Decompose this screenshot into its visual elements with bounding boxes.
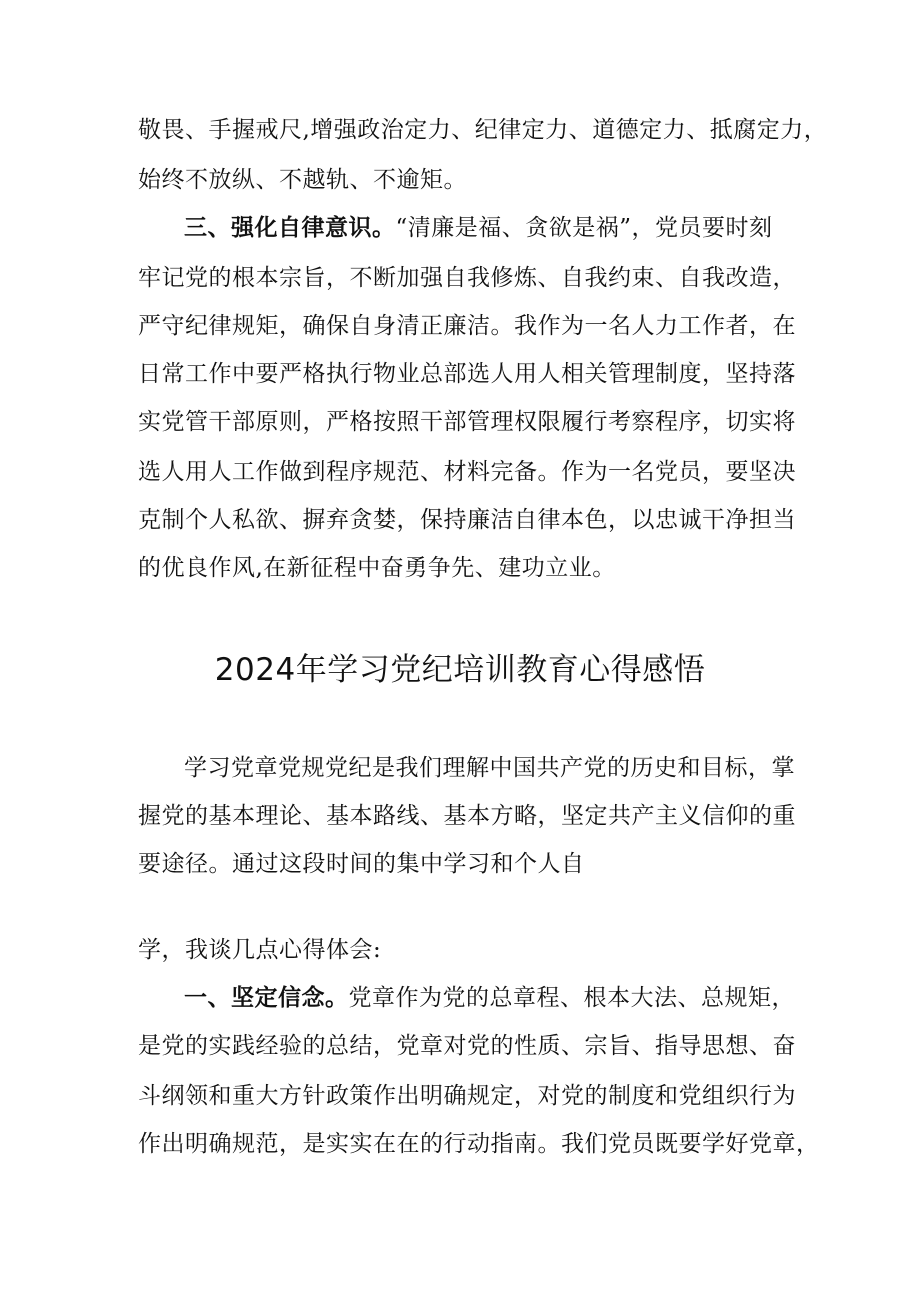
paragraph-line: 始终不放纵、不越轨、不逾矩。 xyxy=(138,167,467,193)
section-three-text: “清廉是福、贪欲是祸”，党员要时刻 xyxy=(395,215,773,241)
paragraph-line: 学习党章党规党纪是我们理解中国共产党的历史和目标，掌 xyxy=(184,755,795,781)
paragraph-line: 日常工作中要严格执行物业总部选人用人相关管理制度，坚持落 xyxy=(138,361,796,387)
section-one-first-line xyxy=(184,982,798,1014)
paragraph-line: 敬畏、手握戒尺,增强政治定力、纪律定力、道德定力、抵腐定力， xyxy=(138,117,828,143)
section-three-heading: 三、强化自律意识。 xyxy=(184,214,396,241)
paragraph-line: 实党管干部原则，严格按照干部管理权限履行考察程序，切实将 xyxy=(138,409,796,435)
paragraph-line: 牢记党的根本宗旨，不断加强自我修炼、自我约束、自我改造， xyxy=(138,265,796,291)
paragraph-line: 的优良作风,在新征程中奋勇争先、建功立业。 xyxy=(138,555,616,581)
section-one-text: 党章作为党的总章程、根本大法、总规矩， xyxy=(348,985,795,1011)
paragraph-line: 要途径。通过这段时间的集中学习和个人自 xyxy=(138,851,585,877)
article-title: 2024年学习党纪培训教育心得感悟 xyxy=(214,652,706,688)
paragraph-line: 握党的基本理论、基本路线、基本方略，坚定共产主义信仰的重 xyxy=(138,803,796,829)
section-one-heading: 一、坚定信念。 xyxy=(184,984,349,1011)
paragraph-line: 学，我谈几点心得体会: xyxy=(138,937,382,963)
paragraph-line: 作出明确规范，是实实在在的行动指南。我们党员既要学好党章， xyxy=(138,1131,820,1157)
paragraph-line: 选人用人工作做到程序规范、材料完备。作为一名党员，要坚决 xyxy=(138,459,796,485)
section-three-first-line xyxy=(184,212,798,244)
paragraph-line: 克制个人私欲、摒弃贪婪，保持廉洁自律本色，以忠诚干净担当 xyxy=(138,507,796,533)
paragraph-line: 斗纲领和重大方针政策作出明确规定，对党的制度和党组织行为 xyxy=(138,1083,796,1109)
paragraph-line: 是党的实践经验的总结，党章对党的性质、宗旨、指导思想、奋 xyxy=(138,1033,796,1059)
paragraph-line: 严守纪律规矩，确保自身清正廉洁。我作为一名人力工作者，在 xyxy=(138,313,796,339)
